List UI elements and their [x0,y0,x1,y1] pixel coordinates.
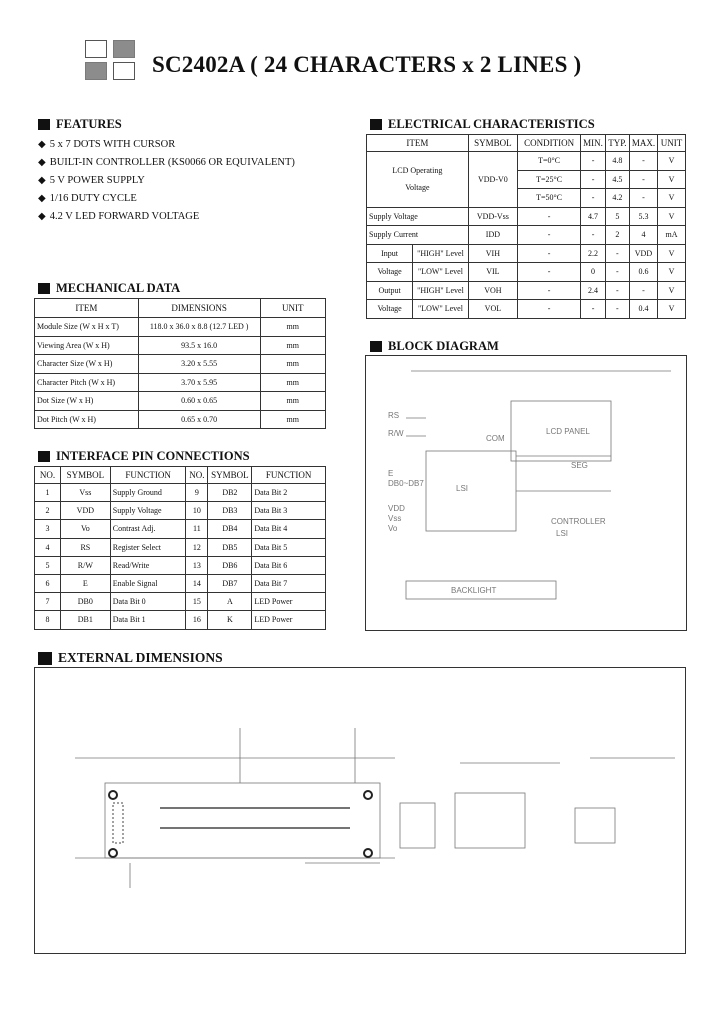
table-cell: T=25°C [518,170,581,189]
table-cell: V [658,263,686,282]
feature-text: 4.2 V LED FORWARD VOLTAGE [49,211,200,222]
table-cell: - [518,226,581,245]
features-heading-label: FEATURES [56,117,122,131]
diagram-label: LCD PANEL [546,427,590,436]
table-cell: V [658,189,686,208]
table-cell: LED Power [252,593,326,611]
table-header-row [367,135,686,152]
dimension-drawing [35,668,685,953]
interface-table-body [35,484,326,630]
logo-square [85,62,107,80]
table-cell: Module Size (W x H x T) [35,318,139,337]
table-cell: 16 [186,611,208,629]
table-cell: - [581,189,606,208]
table-cell: - [581,152,606,171]
table-cell: Contrast Adj. [110,520,186,538]
table-cell: 7 [35,593,61,611]
table-cell: 5 [35,556,61,574]
table-cell: VDD-V0 [468,152,517,208]
feature-text: BUILT-IN CONTROLLER (KS0066 OR EQUIVALENT) [49,157,295,168]
table-cell: 4 [35,538,61,556]
column-header: SYMBOL [468,135,517,152]
diamond-bullet-icon: ◆ [38,157,46,168]
table-cell: "HIGH" Level [413,281,469,300]
table-row [35,502,326,520]
section-square-icon [38,119,50,130]
table-cell: - [518,300,581,319]
table-cell: VDD [60,502,110,520]
table-header-row [35,467,326,484]
table-cell: V [658,207,686,226]
diamond-bullet-icon: ◆ [38,139,46,150]
table-cell: RS [60,538,110,556]
table-cell: mm [260,318,325,337]
diagram-label: LSI [456,484,469,493]
table-cell: Data Bit 3 [252,502,326,520]
table-cell: Read/Write [110,556,186,574]
external-dimensions-drawing [34,667,686,954]
feature-text: 5 x 7 DOTS WITH CURSOR [49,139,176,150]
table-cell: 10 [186,502,208,520]
logo-square [113,62,135,80]
table-cell: IDD [468,226,517,245]
electrical-heading-label: ELECTRICAL CHARACTERISTICS [388,117,595,131]
block-diagram-heading-label: BLOCK DIAGRAM [388,339,499,353]
table-cell: V [658,244,686,263]
column-header: ITEM [367,135,469,152]
column-header: FUNCTION [252,467,326,484]
table-row [35,556,326,574]
table-cell: 13 [186,556,208,574]
table-cell: VOL [468,300,517,319]
table-cell: - [581,226,606,245]
table-row [35,318,326,337]
table-cell: "LOW" Level [413,263,469,282]
table-cell: Output [367,281,413,300]
table-cell [367,152,469,208]
table-row [35,392,326,411]
list-item [38,154,358,172]
table-cell: 0.4 [629,300,657,319]
table-cell: Data Bit 1 [110,611,186,629]
table-cell: DB0 [60,593,110,611]
table-cell: DB5 [208,538,252,556]
diamond-bullet-icon: ◆ [38,193,46,204]
electrical-table [366,134,686,319]
feature-text: 5 V POWER SUPPLY [49,175,145,186]
column-header: FUNCTION [110,467,186,484]
list-item [38,136,358,154]
diamond-bullet-icon: ◆ [38,175,46,186]
table-cell: - [629,152,657,171]
table-cell: VOH [468,281,517,300]
table-cell: 5.3 [629,207,657,226]
table-cell: - [605,244,629,263]
table-cell: - [518,263,581,282]
table-cell: VIL [468,263,517,282]
table-cell: Supply Ground [110,484,186,502]
table-cell: V [658,281,686,300]
list-item [38,172,358,190]
mechanical-table [34,298,326,429]
features-list [38,136,358,226]
table-cell: - [605,281,629,300]
table-cell: A [208,593,252,611]
diagram-label: DB0~DB7 [388,479,424,488]
table-cell: - [629,281,657,300]
diagram-label: COM [486,434,505,443]
section-square-icon [38,283,50,294]
table-cell: K [208,611,252,629]
external-heading [38,650,223,666]
interface-heading [38,449,250,464]
table-cell: Data Bit 5 [252,538,326,556]
table-cell: - [581,170,606,189]
table-cell: 0.60 x 0.65 [138,392,260,411]
table-cell: DB7 [208,574,252,592]
table-cell: mm [260,355,325,374]
table-cell: DB3 [208,502,252,520]
diagram-label: SEG [571,461,588,470]
table-cell: 0.65 x 0.70 [138,410,260,429]
table-cell: 0 [581,263,606,282]
column-header: DIMENSIONS [138,299,260,318]
table-cell: R/W [60,556,110,574]
block-diagram-drawing [366,356,686,630]
table-cell: - [605,300,629,319]
table-cell: Enable Signal [110,574,186,592]
table-row [367,263,686,282]
section-square-icon [38,652,52,665]
table-row [35,484,326,502]
table-cell: Supply Voltage [110,502,186,520]
table-cell: 2 [605,226,629,245]
table-cell: Register Select [110,538,186,556]
table-row [367,244,686,263]
table-cell: Character Size (W x H) [35,355,139,374]
table-cell: mA [658,226,686,245]
diagram-label: Vo [388,524,398,533]
table-cell: T=50°C [518,189,581,208]
table-cell: 93.5 x 16.0 [138,336,260,355]
table-cell: mm [260,336,325,355]
table-cell: DB2 [208,484,252,502]
table-cell: V [658,300,686,319]
diagram-label: E [388,469,394,478]
column-header: SYMBOL [208,467,252,484]
diagram-label: RS [388,411,400,420]
table-row [35,593,326,611]
table-row [367,226,686,245]
mechanical-heading-label: MECHANICAL DATA [56,281,181,295]
table-cell: V [658,152,686,171]
block-diagram-heading [370,339,499,354]
electrical-heading [370,117,595,132]
column-header: UNIT [658,135,686,152]
table-cell: DB1 [60,611,110,629]
table-cell: mm [260,410,325,429]
table-cell: Data Bit 0 [110,593,186,611]
lcd-item-label: Voltage [405,183,430,193]
table-cell: 14 [186,574,208,592]
table-cell: "HIGH" Level [413,244,469,263]
table-cell: E [60,574,110,592]
table-cell: 0.6 [629,263,657,282]
table-cell: 118.0 x 36.0 x 8.8 (12.7 LED ) [138,318,260,337]
table-cell: T=0°C [518,152,581,171]
table-row [35,520,326,538]
table-cell: 15 [186,593,208,611]
table-cell: VDD [629,244,657,263]
table-cell: Data Bit 2 [252,484,326,502]
column-header: SYMBOL [60,467,110,484]
table-row [35,611,326,629]
column-header: UNIT [260,299,325,318]
feature-text: 1/16 DUTY CYCLE [49,193,137,204]
table-row [367,300,686,319]
block-diagram [365,355,687,631]
table-cell: 2.4 [581,281,606,300]
table-header-row [35,299,326,318]
logo-square [85,40,107,58]
page-title: SC2402A ( 24 CHARACTERS x 2 LINES ) [152,52,582,77]
table-cell: 2 [35,502,61,520]
table-row [367,207,686,226]
table-row [35,410,326,429]
table-cell: Input [367,244,413,263]
table-row [35,336,326,355]
external-heading-label: EXTERNAL DIMENSIONS [58,650,223,665]
table-cell: Supply Current [367,226,469,245]
table-cell: VIH [468,244,517,263]
interface-heading-label: INTERFACE PIN CONNECTIONS [56,449,250,463]
table-cell: 2.2 [581,244,606,263]
diagram-label: R/W [388,429,404,438]
diagram-label: LSI [556,529,569,538]
table-cell: Data Bit 7 [252,574,326,592]
table-cell: - [629,170,657,189]
table-cell: 12 [186,538,208,556]
column-header: NO. [186,467,208,484]
column-header: MAX. [629,135,657,152]
table-cell: 4.5 [605,170,629,189]
section-square-icon [370,341,382,352]
table-cell: Character Pitch (W x H) [35,373,139,392]
table-cell: Vss [60,484,110,502]
table-cell: 4 [629,226,657,245]
table-cell: Viewing Area (W x H) [35,336,139,355]
column-header: ITEM [35,299,139,318]
table-cell: 3 [35,520,61,538]
diagram-label: VDD [388,504,405,513]
table-row [367,152,686,171]
table-cell: Data Bit 4 [252,520,326,538]
table-cell: 5 [605,207,629,226]
table-cell: LED Power [252,611,326,629]
table-cell: Dot Size (W x H) [35,392,139,411]
table-cell: "LOW" Level [413,300,469,319]
logo-square [113,40,135,58]
table-cell: DB6 [208,556,252,574]
list-item [38,208,358,226]
table-cell: DB4 [208,520,252,538]
table-cell: Voltage [367,263,413,282]
table-cell: 3.70 x 5.95 [138,373,260,392]
table-cell: mm [260,373,325,392]
table-cell: 4.7 [581,207,606,226]
table-row [35,373,326,392]
table-cell: Supply Voltage [367,207,469,226]
list-item [38,190,358,208]
table-cell: Vo [60,520,110,538]
diagram-label: BACKLIGHT [451,586,497,595]
table-cell: - [518,244,581,263]
table-cell: Data Bit 6 [252,556,326,574]
section-square-icon [370,119,382,130]
table-cell: 3.20 x 5.55 [138,355,260,374]
section-square-icon [38,451,50,462]
mechanical-heading [38,281,180,296]
table-cell: 9 [186,484,208,502]
diagram-label: CONTROLLER [551,517,606,526]
column-header: TYP. [605,135,629,152]
table-cell: Dot Pitch (W x H) [35,410,139,429]
diagram-label: Vss [388,514,402,523]
column-header: MIN. [581,135,606,152]
table-cell: - [518,207,581,226]
table-cell: Voltage [367,300,413,319]
table-cell: 1 [35,484,61,502]
column-header: CONDITION [518,135,581,152]
table-cell: 4.2 [605,189,629,208]
table-cell: 8 [35,611,61,629]
interface-table [34,466,326,630]
table-row [35,574,326,592]
table-cell: - [605,263,629,282]
table-cell: V [658,170,686,189]
table-cell: - [629,189,657,208]
features-heading [38,117,122,132]
table-cell: - [581,300,606,319]
column-header: NO. [35,467,61,484]
table-cell: mm [260,392,325,411]
lcd-item-label: LCD Operating [392,166,443,176]
table-cell: 6 [35,574,61,592]
table-row [367,281,686,300]
table-cell: 4.8 [605,152,629,171]
table-cell: VDD-Vss [468,207,517,226]
table-cell: 11 [186,520,208,538]
controller-box [426,451,516,531]
table-row [35,355,326,374]
table-row [35,538,326,556]
table-cell: - [518,281,581,300]
diamond-bullet-icon: ◆ [38,211,46,222]
logo [85,40,137,82]
